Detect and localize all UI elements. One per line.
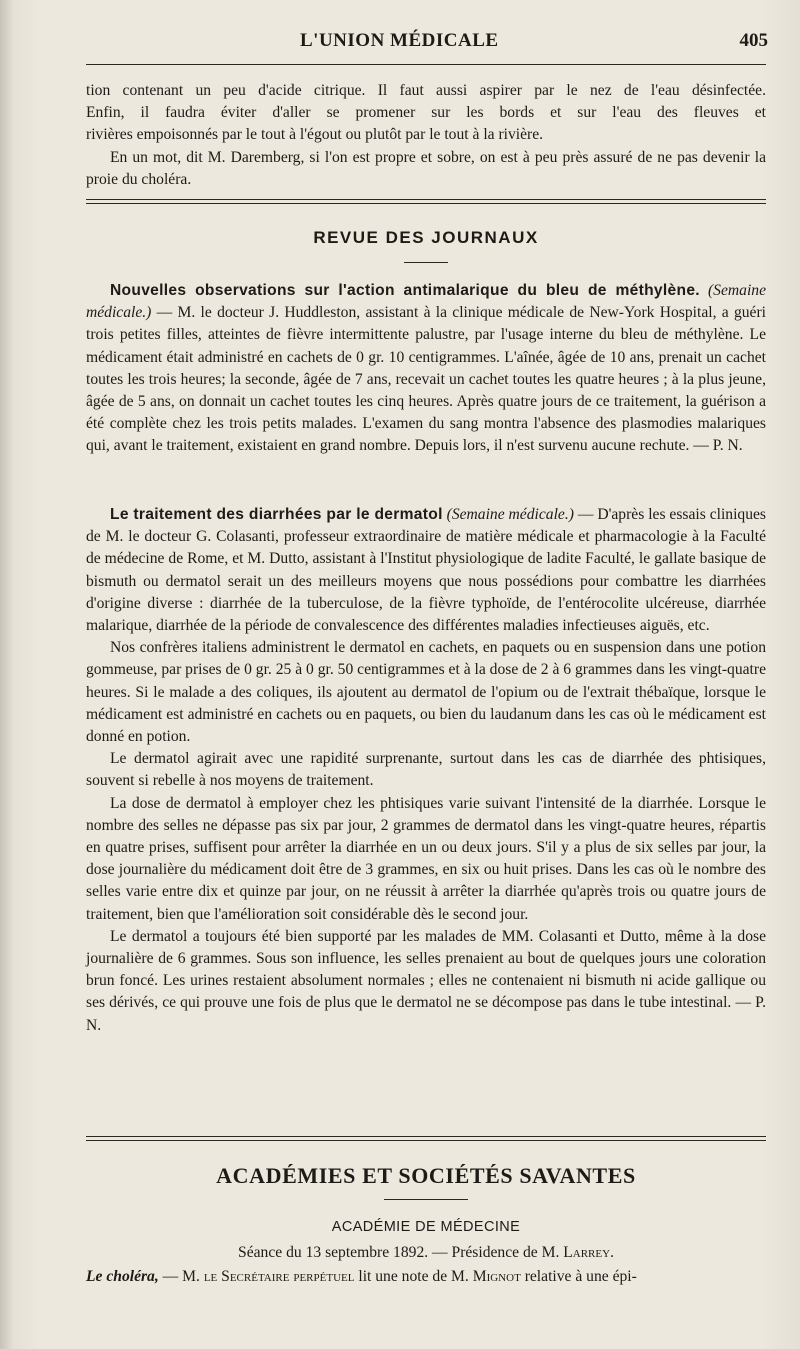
academie-medecine-subhead: ACADÉMIE DE MÉDECINE	[331, 1219, 521, 1235]
cholera-topic: Le choléra,	[86, 1268, 159, 1285]
article-dermatol-source: (Semaine médicale.)	[446, 506, 574, 523]
intro-line-1: tion contenant un peu d'acide citrique. Il faut aussi aspirer par le nez de l'eau désinfectée.	[86, 82, 766, 99]
article-methylene-title: Nouvelles observations sur l'action antimalarique du bleu de méthylène.	[110, 282, 700, 299]
article-methylene-source: (Semaine médicale.)	[86, 282, 766, 322]
article-dermatol-paragraph-5: Le dermatol a toujours été bien supporté par les malades de MM. Colasanti et Dutto, même à la dose journalière de 6 grammes. Sous son influence, les selles prenaient au bout de quelques jours une coloration brun foncé. Les urines restaient absolument normales ; elles ne contenaient ni bismuth ni acide gallique ou ses dérivés, ce qui prouve une fois de plus que le dermatol ne se décompose pas dans le tube intestinal. — P. N.	[86, 927, 766, 1034]
seance-president: Larrey	[563, 1244, 611, 1261]
article-methylene	[86, 280, 766, 458]
seance-line	[0, 1244, 800, 1262]
header-rule	[86, 64, 766, 65]
page-number: 405	[739, 30, 768, 51]
cholera-end: relative à une épi-	[520, 1268, 637, 1285]
cholera-mid: lit une note de M.	[354, 1268, 473, 1285]
article-dermatol-paragraph-1	[86, 504, 766, 637]
cholera-name: Mignot	[472, 1268, 521, 1285]
article-dermatol-paragraph-3: Le dermatol agirait avec une rapidité surprenante, surtout dans les cas de diarrhée des phtisiques, souvent si rebelle à nos moyens de traitement.	[86, 750, 766, 790]
article-methylene-paragraph	[86, 280, 766, 458]
section-divider-top	[86, 199, 766, 200]
cholera-secretary: le Secrétaire perpétuel	[203, 1268, 355, 1285]
cholera-line	[86, 1268, 766, 1286]
intro-line-2: Enfin, il faudra éviter d'aller se promener sur les bords et sur l'eau des fleuves et	[86, 104, 766, 122]
article-dermatol-title: Le traitement des diarrhées par le dermatol	[110, 506, 443, 523]
intro-paragraph-2: En un mot, dit M. Daremberg, si l'on est propre et sobre, on est à peu près assuré de ne pas devenir la proie du choléra.	[86, 148, 766, 188]
section-divider-bottom	[86, 1136, 766, 1137]
cholera-dash: — M.	[158, 1268, 204, 1285]
article-dermatol	[86, 504, 766, 1037]
intro-paragraph	[86, 80, 766, 191]
article-dermatol-body: — D'après les essais cliniques de M. le docteur G. Colasanti, professeur extraordinaire de matière médicale et pharmacologie à la Faculté de médecine de Rome, et M. Dutto, assistant à l'Institut physiologique de ladite Faculté, le gallate basique de bismuth ou dermatol serait un des meilleurs moyens que nous possédions pour combattre les diarrhées d'origine diverse : diarrhée de la tuberculose, de la fièvre typhoïde, de l'entérocolite ulcéreuse, diarrhée malarique, diarrhée de la période de convalescence des différentes maladies infectieuses aiguës, etc.	[86, 506, 766, 635]
revue-title-underline	[404, 262, 448, 263]
revue-section-title: REVUE DES JOURNAUX	[313, 228, 539, 247]
intro-line-3: rivières empoisonnés par le tout à l'égout ou plutôt par le tout à la rivière.	[86, 126, 544, 144]
seance-suffix: .	[610, 1244, 614, 1261]
article-methylene-body: — M. le docteur J. Huddleston, assistant à la clinique médicale de New-York Hospital, a guéri trois petites filles, atteintes de fièvre intermittente palustre, par l'usage interne du bleu de méthylène. Le médicament était administré en cachets de 0 gr. 10 centigrammes. L'aînée, âgée de 10 ans, prenait un cachet toutes les trois heures; la seconde, âgée de 7 ans, recevait un cachet toutes les quatre heures ; à la plus jeune, âgée de 5 ans, on donnait un cachet toutes les cinq heures. Après quatre jours de ce traitement, la guérison a été complète chez les trois petits malades. L'examen du sang montra l'absence des plasmodies malariques qui, avant le traitement, existaient en grand nombre. Depuis lors, il n'est survenu aucune rechute. — P. N.	[86, 304, 766, 455]
article-dermatol-paragraph-2: Nos confrères italiens administrent le dermatol en cachets, en paquets ou en suspension dans une potion gommeuse, par prises de 0 gr. 25 à 0 gr. 50 centigrammes et à la dose de 2 à 6 grammes dans les vingt-quatre heures. Si le malade a des coliques, ils ajoutent au dermatol de l'opium ou de l'extrait thébaïque, lorsque le médicament est administré en cachets ou en paquets, ou bien du laudanum dans les cas où le médicament est donné en potion.	[86, 639, 766, 746]
section-divider-bottom-inner	[86, 1140, 766, 1141]
academies-section-title: ACADÉMIES ET SOCIÉTÉS SAVANTES	[216, 1163, 636, 1188]
page-header	[0, 20, 800, 60]
academies-title-underline	[384, 1199, 468, 1200]
section-divider-top-inner	[86, 203, 766, 204]
running-title: L'UNION MÉDICALE	[300, 30, 499, 51]
seance-prefix: Séance du 13 septembre 1892. — Présidence de M.	[238, 1244, 564, 1261]
article-dermatol-paragraph-4: La dose de dermatol à employer chez les phtisiques varie suivant l'intensité de la diarrhée. Lorsque le nombre des selles ne dépasse pas six par jour, 2 grammes de dermatol dans les vingt-quatre heures, répartis en quatre prises, suffisent pour arrêter la diarrhée en un ou deux jours. S'il y a plus de six selles par jour, la dose journalière du médicament doit être de 3 grammes, en six ou huit prises. Dans les cas où le nombre des selles varie entre dix et quinze par jour, on ne réussit à arrêter la diarrhée qu'après trois ou quatre jours de traitement, bien que l'amélioration soit considérable dès le second jour.	[86, 794, 766, 923]
